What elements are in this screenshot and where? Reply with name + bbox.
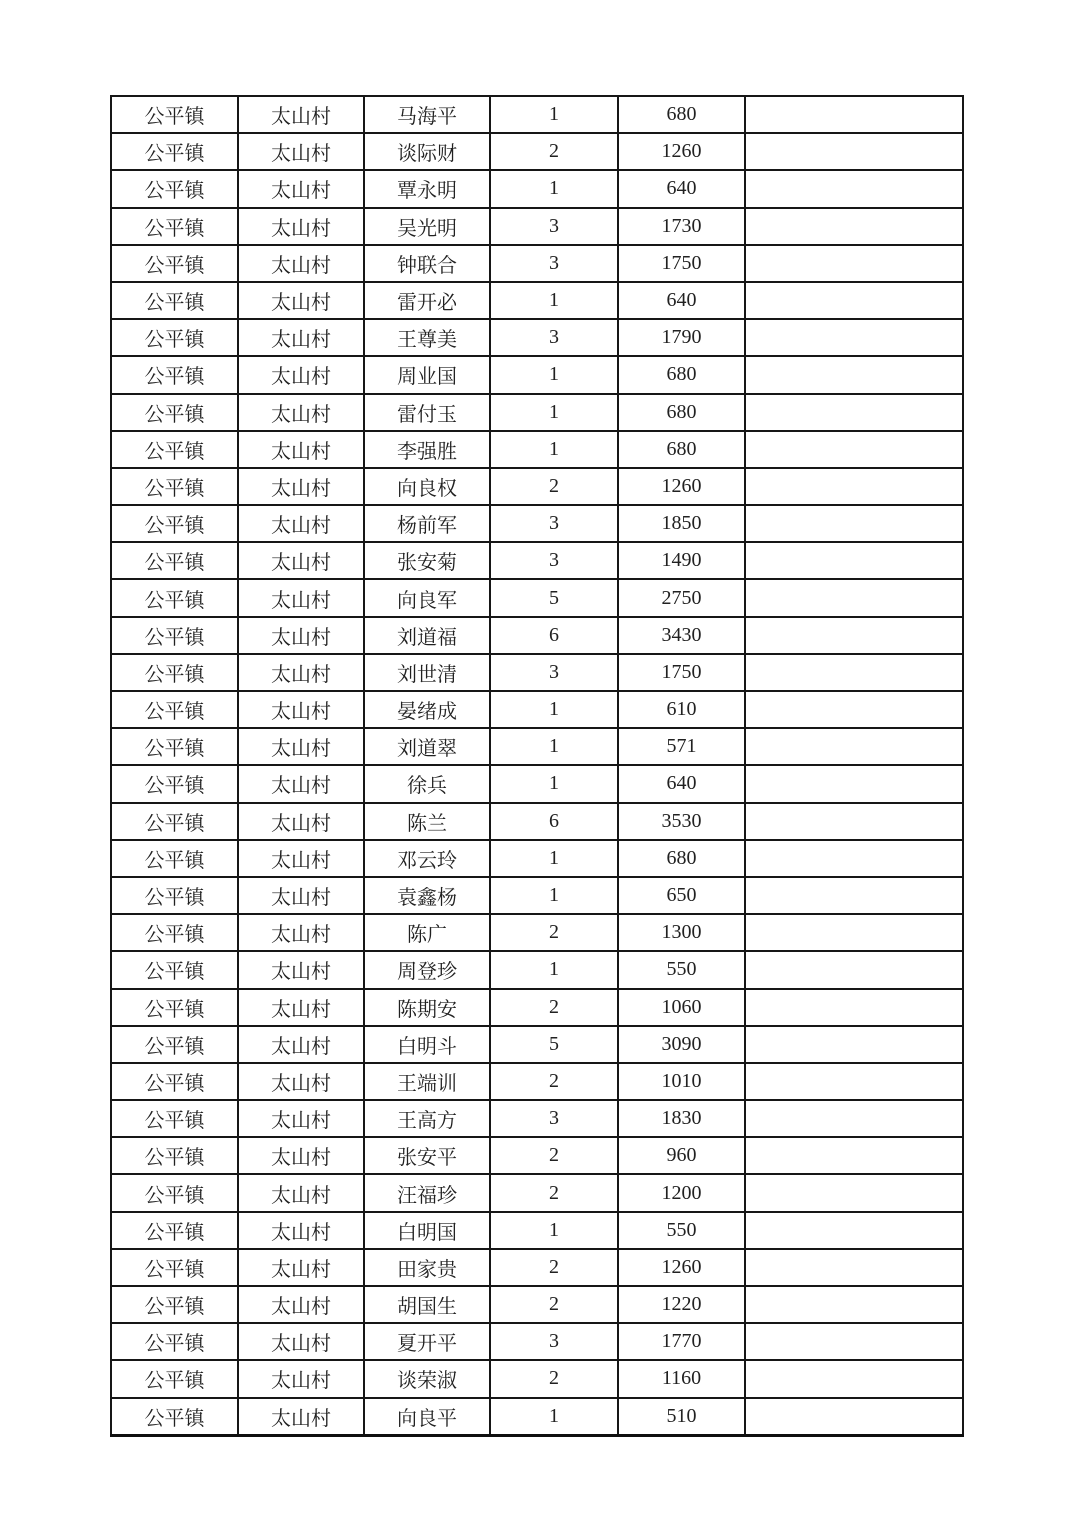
town-cell: 公平镇 bbox=[111, 951, 238, 988]
name-cell: 陈广 bbox=[364, 914, 490, 951]
count-cell: 3 bbox=[490, 1323, 618, 1360]
town-cell: 公平镇 bbox=[111, 1249, 238, 1286]
town-cell: 公平镇 bbox=[111, 356, 238, 393]
name-cell: 汪福珍 bbox=[364, 1174, 490, 1211]
note-cell bbox=[745, 989, 963, 1026]
note-cell bbox=[745, 96, 963, 133]
table-row bbox=[111, 282, 963, 319]
table-row bbox=[111, 1323, 963, 1360]
town-cell: 公平镇 bbox=[111, 542, 238, 579]
note-cell bbox=[745, 877, 963, 914]
village-cell: 太山村 bbox=[238, 542, 364, 579]
name-cell: 王高方 bbox=[364, 1100, 490, 1137]
name-cell: 徐兵 bbox=[364, 765, 490, 802]
village-cell: 太山村 bbox=[238, 96, 364, 133]
town-cell: 公平镇 bbox=[111, 803, 238, 840]
name-cell: 白明国 bbox=[364, 1212, 490, 1249]
name-cell: 谈际财 bbox=[364, 133, 490, 170]
village-cell: 太山村 bbox=[238, 319, 364, 356]
name-cell: 张安菊 bbox=[364, 542, 490, 579]
count-cell: 6 bbox=[490, 803, 618, 840]
name-cell: 刘道翠 bbox=[364, 728, 490, 765]
table-row bbox=[111, 1174, 963, 1211]
village-cell: 太山村 bbox=[238, 431, 364, 468]
note-cell bbox=[745, 542, 963, 579]
count-cell: 5 bbox=[490, 579, 618, 616]
village-cell: 太山村 bbox=[238, 654, 364, 691]
town-cell: 公平镇 bbox=[111, 1286, 238, 1323]
name-cell: 杨前军 bbox=[364, 505, 490, 542]
amount-cell: 610 bbox=[618, 691, 745, 728]
note-cell bbox=[745, 1174, 963, 1211]
village-cell: 太山村 bbox=[238, 989, 364, 1026]
village-cell: 太山村 bbox=[238, 765, 364, 802]
table-row bbox=[111, 728, 963, 765]
amount-cell: 1750 bbox=[618, 654, 745, 691]
note-cell bbox=[745, 728, 963, 765]
count-cell: 1 bbox=[490, 840, 618, 877]
town-cell: 公平镇 bbox=[111, 1063, 238, 1100]
town-cell: 公平镇 bbox=[111, 1100, 238, 1137]
village-cell: 太山村 bbox=[238, 1100, 364, 1137]
note-cell bbox=[745, 282, 963, 319]
table-row bbox=[111, 394, 963, 431]
count-cell: 3 bbox=[490, 319, 618, 356]
note-cell bbox=[745, 654, 963, 691]
count-cell: 2 bbox=[490, 989, 618, 1026]
village-cell: 太山村 bbox=[238, 282, 364, 319]
village-cell: 太山村 bbox=[238, 245, 364, 282]
amount-cell: 640 bbox=[618, 765, 745, 802]
village-cell: 太山村 bbox=[238, 1286, 364, 1323]
village-cell: 太山村 bbox=[238, 1323, 364, 1360]
table-row bbox=[111, 1360, 963, 1397]
amount-cell: 680 bbox=[618, 394, 745, 431]
table-row bbox=[111, 914, 963, 951]
count-cell: 1 bbox=[490, 728, 618, 765]
amount-cell: 2750 bbox=[618, 579, 745, 616]
note-cell bbox=[745, 133, 963, 170]
village-cell: 太山村 bbox=[238, 617, 364, 654]
town-cell: 公平镇 bbox=[111, 877, 238, 914]
name-cell: 向良平 bbox=[364, 1398, 490, 1436]
village-cell: 太山村 bbox=[238, 1174, 364, 1211]
count-cell: 3 bbox=[490, 505, 618, 542]
table-row bbox=[111, 1249, 963, 1286]
amount-cell: 1830 bbox=[618, 1100, 745, 1137]
town-cell: 公平镇 bbox=[111, 579, 238, 616]
amount-cell: 1260 bbox=[618, 1249, 745, 1286]
count-cell: 3 bbox=[490, 654, 618, 691]
table-row bbox=[111, 877, 963, 914]
name-cell: 白明斗 bbox=[364, 1026, 490, 1063]
data-table bbox=[110, 95, 964, 1437]
table-row bbox=[111, 1026, 963, 1063]
town-cell: 公平镇 bbox=[111, 245, 238, 282]
count-cell: 1 bbox=[490, 765, 618, 802]
count-cell: 2 bbox=[490, 133, 618, 170]
note-cell bbox=[745, 1398, 963, 1436]
name-cell: 陈兰 bbox=[364, 803, 490, 840]
count-cell: 2 bbox=[490, 1286, 618, 1323]
table-row bbox=[111, 208, 963, 245]
name-cell: 雷付玉 bbox=[364, 394, 490, 431]
town-cell: 公平镇 bbox=[111, 691, 238, 728]
name-cell: 邓云玲 bbox=[364, 840, 490, 877]
table-row bbox=[111, 1063, 963, 1100]
note-cell bbox=[745, 1100, 963, 1137]
amount-cell: 1010 bbox=[618, 1063, 745, 1100]
count-cell: 1 bbox=[490, 1398, 618, 1436]
note-cell bbox=[745, 431, 963, 468]
name-cell: 王尊美 bbox=[364, 319, 490, 356]
town-cell: 公平镇 bbox=[111, 1398, 238, 1436]
count-cell: 2 bbox=[490, 1063, 618, 1100]
name-cell: 胡国生 bbox=[364, 1286, 490, 1323]
town-cell: 公平镇 bbox=[111, 1137, 238, 1174]
amount-cell: 1060 bbox=[618, 989, 745, 1026]
count-cell: 3 bbox=[490, 245, 618, 282]
village-cell: 太山村 bbox=[238, 1212, 364, 1249]
table-row bbox=[111, 319, 963, 356]
village-cell: 太山村 bbox=[238, 394, 364, 431]
table-row bbox=[111, 765, 963, 802]
amount-cell: 1490 bbox=[618, 542, 745, 579]
count-cell: 3 bbox=[490, 1100, 618, 1137]
table-row bbox=[111, 1212, 963, 1249]
town-cell: 公平镇 bbox=[111, 468, 238, 505]
village-cell: 太山村 bbox=[238, 1026, 364, 1063]
town-cell: 公平镇 bbox=[111, 394, 238, 431]
village-cell: 太山村 bbox=[238, 579, 364, 616]
count-cell: 3 bbox=[490, 542, 618, 579]
name-cell: 向良权 bbox=[364, 468, 490, 505]
note-cell bbox=[745, 1063, 963, 1100]
table-row bbox=[111, 542, 963, 579]
count-cell: 1 bbox=[490, 170, 618, 207]
count-cell: 1 bbox=[490, 96, 618, 133]
count-cell: 1 bbox=[490, 691, 618, 728]
name-cell: 马海平 bbox=[364, 96, 490, 133]
town-cell: 公平镇 bbox=[111, 617, 238, 654]
note-cell bbox=[745, 691, 963, 728]
name-cell: 刘世清 bbox=[364, 654, 490, 691]
amount-cell: 680 bbox=[618, 96, 745, 133]
amount-cell: 680 bbox=[618, 356, 745, 393]
name-cell: 雷开必 bbox=[364, 282, 490, 319]
count-cell: 1 bbox=[490, 431, 618, 468]
amount-cell: 1160 bbox=[618, 1360, 745, 1397]
table-row bbox=[111, 1398, 963, 1436]
count-cell: 2 bbox=[490, 1137, 618, 1174]
name-cell: 周业国 bbox=[364, 356, 490, 393]
amount-cell: 550 bbox=[618, 951, 745, 988]
name-cell: 夏开平 bbox=[364, 1323, 490, 1360]
village-cell: 太山村 bbox=[238, 1137, 364, 1174]
table-row bbox=[111, 356, 963, 393]
table-row bbox=[111, 468, 963, 505]
town-cell: 公平镇 bbox=[111, 765, 238, 802]
count-cell: 2 bbox=[490, 914, 618, 951]
village-cell: 太山村 bbox=[238, 505, 364, 542]
table-row bbox=[111, 989, 963, 1026]
note-cell bbox=[745, 579, 963, 616]
name-cell: 李强胜 bbox=[364, 431, 490, 468]
count-cell: 2 bbox=[490, 468, 618, 505]
town-cell: 公平镇 bbox=[111, 1323, 238, 1360]
amount-cell: 1260 bbox=[618, 133, 745, 170]
town-cell: 公平镇 bbox=[111, 1174, 238, 1211]
note-cell bbox=[745, 617, 963, 654]
amount-cell: 1770 bbox=[618, 1323, 745, 1360]
count-cell: 1 bbox=[490, 282, 618, 319]
amount-cell: 1200 bbox=[618, 1174, 745, 1211]
note-cell bbox=[745, 394, 963, 431]
town-cell: 公平镇 bbox=[111, 914, 238, 951]
note-cell bbox=[745, 1026, 963, 1063]
count-cell: 1 bbox=[490, 356, 618, 393]
note-cell bbox=[745, 1286, 963, 1323]
village-cell: 太山村 bbox=[238, 1398, 364, 1436]
village-cell: 太山村 bbox=[238, 803, 364, 840]
table-row bbox=[111, 840, 963, 877]
name-cell: 周登珍 bbox=[364, 951, 490, 988]
note-cell bbox=[745, 1137, 963, 1174]
amount-cell: 640 bbox=[618, 282, 745, 319]
table-row bbox=[111, 951, 963, 988]
table-row bbox=[111, 617, 963, 654]
town-cell: 公平镇 bbox=[111, 170, 238, 207]
village-cell: 太山村 bbox=[238, 208, 364, 245]
name-cell: 刘道福 bbox=[364, 617, 490, 654]
amount-cell: 680 bbox=[618, 431, 745, 468]
town-cell: 公平镇 bbox=[111, 133, 238, 170]
note-cell bbox=[745, 803, 963, 840]
count-cell: 1 bbox=[490, 1212, 618, 1249]
village-cell: 太山村 bbox=[238, 728, 364, 765]
count-cell: 2 bbox=[490, 1249, 618, 1286]
amount-cell: 571 bbox=[618, 728, 745, 765]
note-cell bbox=[745, 245, 963, 282]
amount-cell: 680 bbox=[618, 840, 745, 877]
name-cell: 张安平 bbox=[364, 1137, 490, 1174]
note-cell bbox=[745, 468, 963, 505]
note-cell bbox=[745, 319, 963, 356]
town-cell: 公平镇 bbox=[111, 319, 238, 356]
village-cell: 太山村 bbox=[238, 1249, 364, 1286]
village-cell: 太山村 bbox=[238, 468, 364, 505]
village-cell: 太山村 bbox=[238, 1063, 364, 1100]
amount-cell: 960 bbox=[618, 1137, 745, 1174]
count-cell: 1 bbox=[490, 877, 618, 914]
name-cell: 王端训 bbox=[364, 1063, 490, 1100]
name-cell: 向良军 bbox=[364, 579, 490, 616]
amount-cell: 1260 bbox=[618, 468, 745, 505]
town-cell: 公平镇 bbox=[111, 1360, 238, 1397]
note-cell bbox=[745, 1249, 963, 1286]
note-cell bbox=[745, 170, 963, 207]
name-cell: 钟联合 bbox=[364, 245, 490, 282]
name-cell: 覃永明 bbox=[364, 170, 490, 207]
town-cell: 公平镇 bbox=[111, 282, 238, 319]
town-cell: 公平镇 bbox=[111, 505, 238, 542]
village-cell: 太山村 bbox=[238, 133, 364, 170]
town-cell: 公平镇 bbox=[111, 1026, 238, 1063]
note-cell bbox=[745, 765, 963, 802]
amount-cell: 550 bbox=[618, 1212, 745, 1249]
amount-cell: 1850 bbox=[618, 505, 745, 542]
count-cell: 2 bbox=[490, 1174, 618, 1211]
village-cell: 太山村 bbox=[238, 170, 364, 207]
count-cell: 2 bbox=[490, 1360, 618, 1397]
amount-cell: 3530 bbox=[618, 803, 745, 840]
village-cell: 太山村 bbox=[238, 914, 364, 951]
note-cell bbox=[745, 208, 963, 245]
town-cell: 公平镇 bbox=[111, 728, 238, 765]
note-cell bbox=[745, 1323, 963, 1360]
table-row bbox=[111, 133, 963, 170]
name-cell: 袁鑫杨 bbox=[364, 877, 490, 914]
count-cell: 5 bbox=[490, 1026, 618, 1063]
note-cell bbox=[745, 356, 963, 393]
table-row bbox=[111, 691, 963, 728]
table-row bbox=[111, 654, 963, 691]
table-row bbox=[111, 96, 963, 133]
amount-cell: 1300 bbox=[618, 914, 745, 951]
amount-cell: 650 bbox=[618, 877, 745, 914]
name-cell: 田家贵 bbox=[364, 1249, 490, 1286]
amount-cell: 1790 bbox=[618, 319, 745, 356]
name-cell: 陈期安 bbox=[364, 989, 490, 1026]
town-cell: 公平镇 bbox=[111, 208, 238, 245]
town-cell: 公平镇 bbox=[111, 654, 238, 691]
table-row bbox=[111, 1100, 963, 1137]
note-cell bbox=[745, 505, 963, 542]
village-cell: 太山村 bbox=[238, 840, 364, 877]
village-cell: 太山村 bbox=[238, 877, 364, 914]
town-cell: 公平镇 bbox=[111, 96, 238, 133]
amount-cell: 1220 bbox=[618, 1286, 745, 1323]
amount-cell: 510 bbox=[618, 1398, 745, 1436]
count-cell: 6 bbox=[490, 617, 618, 654]
note-cell bbox=[745, 840, 963, 877]
note-cell bbox=[745, 1360, 963, 1397]
note-cell bbox=[745, 951, 963, 988]
town-cell: 公平镇 bbox=[111, 840, 238, 877]
count-cell: 3 bbox=[490, 208, 618, 245]
village-cell: 太山村 bbox=[238, 691, 364, 728]
table-body bbox=[111, 96, 963, 1435]
table-row bbox=[111, 431, 963, 468]
name-cell: 吴光明 bbox=[364, 208, 490, 245]
town-cell: 公平镇 bbox=[111, 1212, 238, 1249]
table-row bbox=[111, 505, 963, 542]
village-cell: 太山村 bbox=[238, 1360, 364, 1397]
table-row bbox=[111, 170, 963, 207]
table-row bbox=[111, 579, 963, 616]
amount-cell: 1730 bbox=[618, 208, 745, 245]
count-cell: 1 bbox=[490, 951, 618, 988]
amount-cell: 3430 bbox=[618, 617, 745, 654]
town-cell: 公平镇 bbox=[111, 989, 238, 1026]
table-row bbox=[111, 1137, 963, 1174]
table-row bbox=[111, 803, 963, 840]
name-cell: 晏绪成 bbox=[364, 691, 490, 728]
table-row bbox=[111, 245, 963, 282]
table-row bbox=[111, 1286, 963, 1323]
count-cell: 1 bbox=[490, 394, 618, 431]
village-cell: 太山村 bbox=[238, 951, 364, 988]
town-cell: 公平镇 bbox=[111, 431, 238, 468]
amount-cell: 1750 bbox=[618, 245, 745, 282]
note-cell bbox=[745, 914, 963, 951]
amount-cell: 640 bbox=[618, 170, 745, 207]
amount-cell: 3090 bbox=[618, 1026, 745, 1063]
name-cell: 谈荣淑 bbox=[364, 1360, 490, 1397]
village-cell: 太山村 bbox=[238, 356, 364, 393]
note-cell bbox=[745, 1212, 963, 1249]
